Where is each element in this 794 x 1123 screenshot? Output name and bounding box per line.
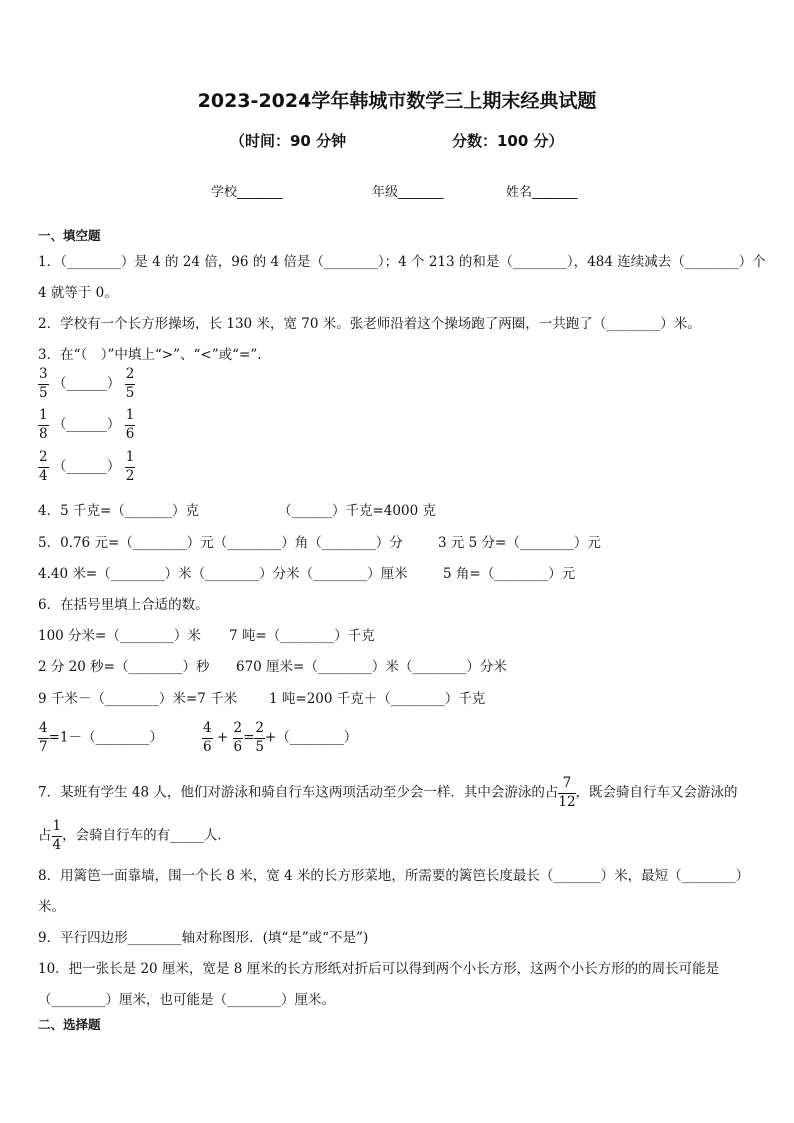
answer-blank: （______）: [52, 375, 121, 392]
name-field: 姓名_______: [506, 185, 578, 200]
fraction: $\frac{2}{4}$: [39, 449, 48, 484]
comparison-row: [38, 409, 135, 441]
exam-time: （时间：90 分钟: [230, 132, 347, 150]
question-2: 2．学校有一个长方形操场，长 130 米，宽 70 米。张老师沿着这个操场跑了两圈，一共跑了（________）米。: [38, 316, 701, 332]
section-heading-fill-in: 一、填空题: [38, 228, 101, 243]
question-6h: $\frac{4}{6}$ + $\frac{2}{6}$ = $\frac{2}{5}$ +（________）: [203, 720, 358, 755]
question-6b: 7 吨=（________）千克: [229, 628, 375, 644]
fraction: $\frac{1}{8}$: [39, 407, 48, 442]
fraction: $\frac{2}{6}$: [233, 720, 243, 755]
question-1-line-2: 4 就等于 0。: [38, 285, 118, 301]
question-6c: 2 分 20 秒=（________）秒: [38, 659, 210, 675]
fraction: $\frac{2}{5}$: [125, 366, 135, 401]
question-10-line-1: 10．把一张长是 20 厘米，宽是 8 厘米的长方形纸对折后可以得到两个小长方形，这两个小长方形的的周长可能是: [38, 961, 720, 977]
question-6e: 9 千米－（________）米=7 千米: [38, 691, 238, 707]
question-7-line-1: 7．某班有学生 48 人，他们对游泳和骑自行车这两项活动至少会一样．其中会游泳的占 $\frac{7}{12}$ ，既会骑自行车又会游泳的: [38, 775, 738, 810]
question-5a: 5．0.76 元=（________）元（________）角（________）分: [38, 535, 403, 551]
comparison-row: [38, 368, 135, 400]
question-6: 6．在括号里填上合适的数。: [38, 597, 209, 613]
fraction: $\frac{1}{4}$: [52, 818, 62, 853]
question-8-line-2: 米。: [38, 899, 65, 915]
page-title: 2023-2024学年韩城市数学三上期末经典试题: [197, 90, 597, 112]
question-4a: 4．5 千克=（_______）克: [38, 503, 200, 519]
grade-field: 年级_______: [372, 185, 444, 200]
question-8-line-1: 8．用篱笆一面靠墙，围一个长 8 米，宽 4 米的长方形菜地，所需要的篱笆长度最长（_______）米，最短（________）: [38, 868, 750, 884]
answer-blank: （______）: [52, 458, 121, 475]
school-field: 学校_______: [211, 185, 283, 200]
question-4b: （______）千克=4000 克: [278, 503, 436, 519]
question-6d: 670 厘米=（________）米（________）分米: [236, 659, 507, 675]
fraction: $\frac{1}{6}$: [125, 407, 135, 442]
question-5d: 5 角=（________）元: [443, 566, 576, 582]
question-5c: 4.40 米=（________）米（________）分米（________）厘米: [38, 566, 408, 582]
fraction: $\frac{3}{5}$: [39, 366, 48, 401]
question-7-line-2: 占 $\frac{1}{4}$ ，会骑自行车的有_____人．: [38, 818, 231, 853]
question-6a: 100 分米=（________）米: [38, 628, 201, 644]
fraction: $\frac{2}{5}$: [255, 720, 264, 755]
answer-blank: （______）: [52, 416, 121, 433]
section-heading-choice: 二、选择题: [38, 1017, 101, 1032]
question-3: 3．在“（ ）”中填上“>”、“<”或“=”.: [38, 347, 262, 363]
fraction: $\frac{7}{12}$: [558, 775, 576, 810]
fraction: $\frac{4}{7}$: [39, 720, 48, 755]
exam-score: 分数：100 分）: [452, 132, 564, 150]
question-9: 9．平行四边形________轴对称图形．(填“是”或“不是”): [38, 930, 369, 946]
fraction: $\frac{1}{2}$: [125, 449, 135, 484]
fraction: $\frac{4}{6}$: [203, 720, 212, 755]
question-10-line-2: （________）厘米，也可能是（________）厘米。: [38, 992, 335, 1008]
comparison-row: [38, 451, 135, 483]
question-1-line-1: 1．（________）是 4 的 24 倍，96 的 4 倍是（________）；4 个 213 的和是（________），484 连续减去（________）个: [38, 254, 766, 270]
question-5b: 3 元 5 分=（________）元: [438, 535, 601, 551]
question-6g: $\frac{4}{7}$ =1－（________）: [39, 720, 163, 755]
question-6f: 1 吨=200 千克＋（________）千克: [269, 691, 486, 707]
